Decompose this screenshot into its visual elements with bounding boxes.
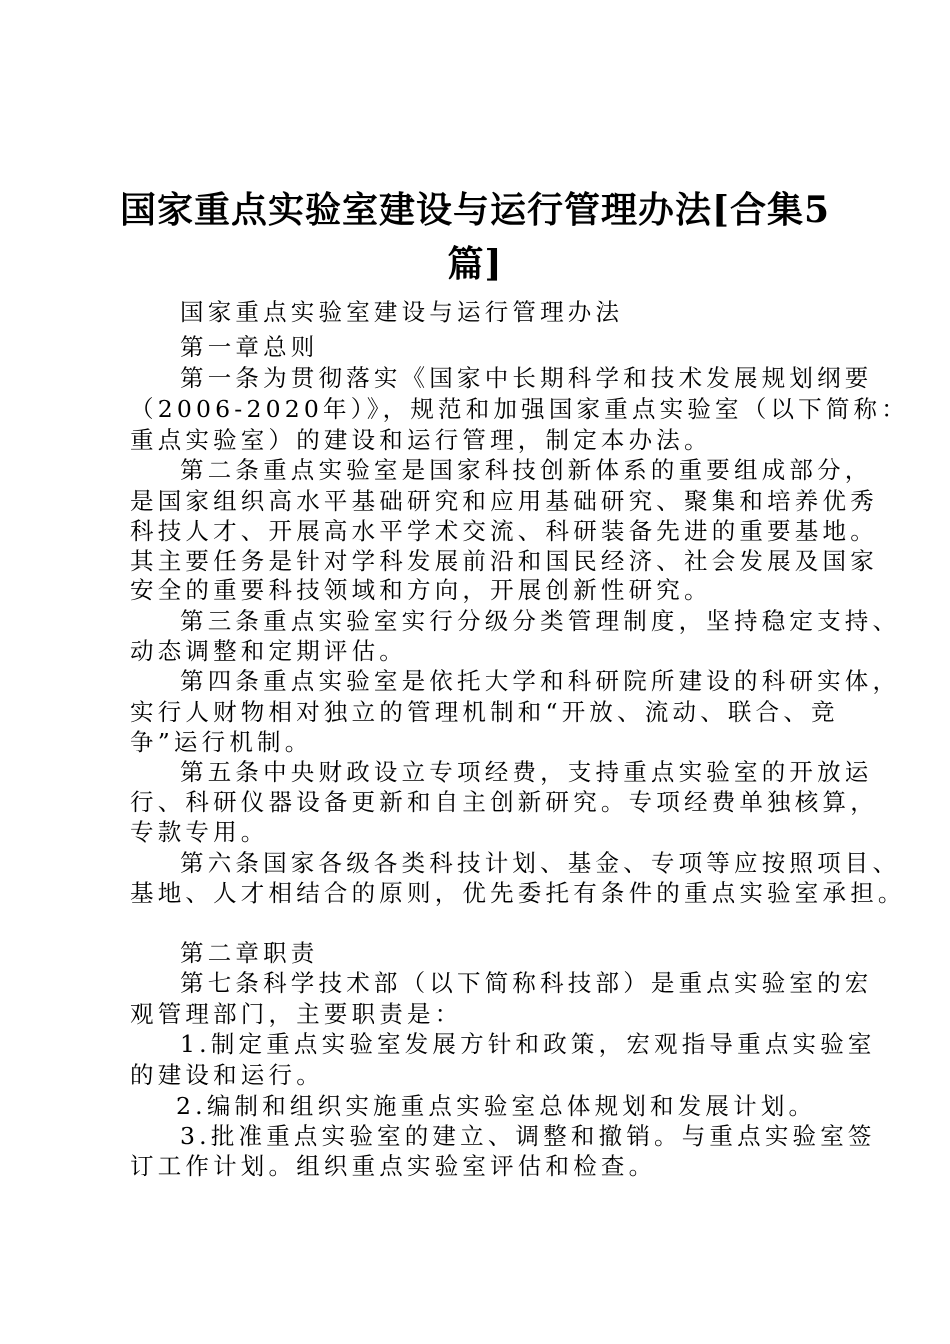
paragraph-line: 行、科研仪器设备更新和自主创新研究。专项经费单独核算，	[130, 788, 878, 816]
list-item-line: 订工作计划。组织重点实验室评估和检查。	[130, 1152, 657, 1180]
list-item-line: 3.批准重点实验室的建立、调整和撤销。与重点实验室签	[180, 1122, 876, 1150]
document-title-line-1: 国家重点实验室建设与运行管理办法[合集5	[119, 189, 831, 231]
paragraph-line: 观管理部门，主要职责是：	[130, 1000, 463, 1028]
chapter-heading: 第二章职责	[180, 939, 319, 967]
paragraph-line: 科技人才、开展高水平学术交流、科研装备先进的重要基地。	[130, 517, 878, 545]
paragraph-line: （2006-2020年）》，规范和加强国家重点实验室（以下简称：	[130, 395, 909, 423]
paragraph-line: 第七条科学技术部（以下简称科技部）是重点实验室的宏	[180, 969, 873, 997]
list-item-line: 2.编制和组织实施重点实验室总体规划和发展计划。	[176, 1092, 817, 1120]
heading-subtitle: 国家重点实验室建设与运行管理办法	[180, 298, 624, 326]
paragraph-line: 其主要任务是针对学科发展前沿和国民经济、社会发展及国家	[130, 547, 878, 575]
paragraph-line: 争”运行机制。	[130, 728, 313, 756]
paragraph-line: 第四条重点实验室是依托大学和科研院所建设的科研实体，	[180, 667, 901, 695]
paragraph-line: 是国家组织高水平基础研究和应用基础研究、聚集和培养优秀	[130, 487, 878, 515]
paragraph-line: 第三条重点实验室实行分级分类管理制度，坚持稳定支持、	[180, 607, 901, 635]
paragraph-line: 第六条国家各级各类科技计划、基金、专项等应按照项目、	[180, 849, 901, 877]
paragraph-line: 重点实验室）的建设和运行管理，制定本办法。	[130, 426, 712, 454]
document-title-line-2: 篇]	[447, 243, 503, 285]
paragraph-line: 第二条重点实验室是国家科技创新体系的重要组成部分，	[180, 456, 873, 484]
list-item-line: 的建设和运行。	[130, 1061, 324, 1089]
paragraph-line: 安全的重要科技领域和方向，开展创新性研究。	[130, 576, 712, 604]
paragraph-line: 动态调整和定期评估。	[130, 637, 407, 665]
chapter-heading: 第一章总则	[180, 333, 319, 361]
paragraph-line: 实行人财物相对独立的管理机制和“开放、流动、联合、竞	[130, 698, 839, 726]
list-item-line: 1.制定重点实验室发展方针和政策，宏观指导重点实验室	[180, 1030, 876, 1058]
paragraph-line: 第五条中央财政设立专项经费，支持重点实验室的开放运	[180, 758, 873, 786]
paragraph-line: 第一条为贯彻落实《国家中长期科学和技术发展规划纲要	[180, 364, 873, 392]
paragraph-line: 基地、人才相结合的原则，优先委托有条件的重点实验室承担。	[130, 879, 906, 907]
paragraph-line: 专款专用。	[130, 818, 269, 846]
